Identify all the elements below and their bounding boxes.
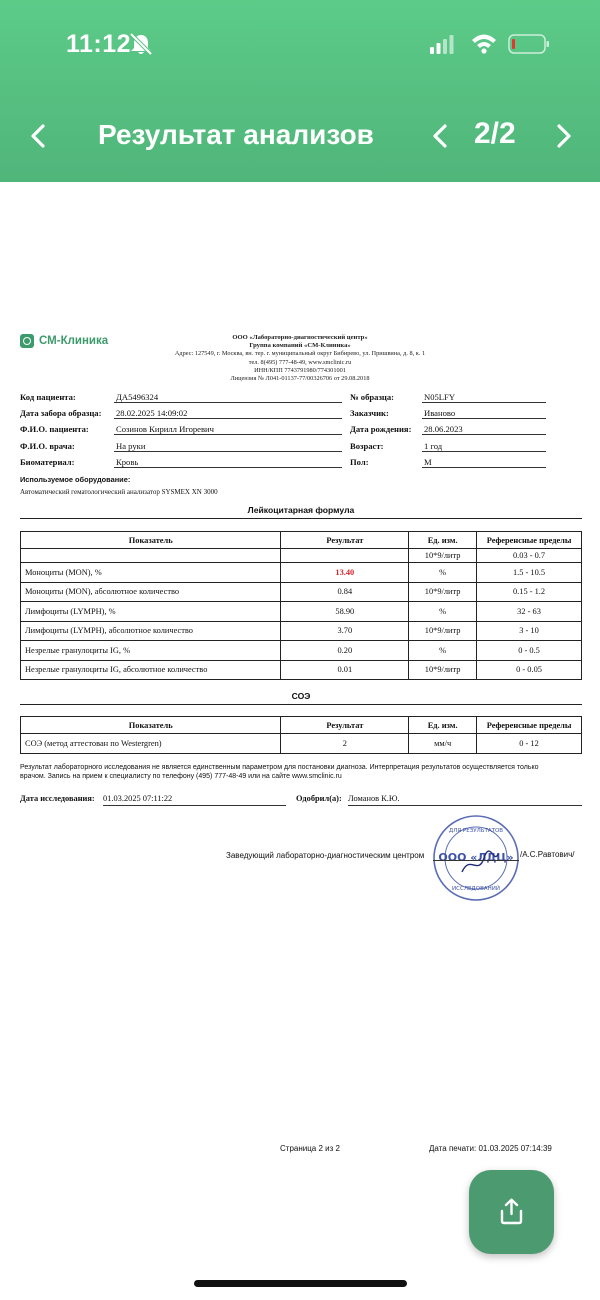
prev-page-chevron-icon[interactable] [430,122,450,150]
lab-logo [20,334,108,348]
biomaterial-label: Биоматериал: [20,457,75,467]
cell-parameter: Незрелые гранулоциты IG, % [21,641,281,661]
cell-unit: % [409,641,477,661]
cell-reference: 3 - 10 [477,621,582,641]
clinic-logo-text: СМ-Клиника [39,335,109,347]
cell-unit: 10*9/литр [409,582,477,602]
cell-unit: 10*9/литр [409,660,477,680]
table-row [21,660,582,680]
cell-reference: 0 - 12 [477,734,582,754]
cell-reference: 0.03 - 0.7 [477,549,582,563]
study-date-label [20,794,95,803]
table-row [21,549,582,563]
cell-unit: % [409,563,477,583]
cell-result: 3.70 [281,621,409,641]
cell-parameter: Незрелые гранулоциты IG, абсолютное количество [21,660,281,680]
org-address: Адрес: 127549, г. Москва, вн. тер. г. муниципальный округ Бибирево, ул. Пришвина, д. 8, к. 1 [174,350,426,358]
sample-number-label: № образца: [350,392,395,402]
client-value: Иваново [422,408,546,419]
cell-reference: 32 - 63 [477,602,582,622]
table-row [21,563,582,583]
print-date: Дата печати: 01.03.2025 07:14:39 [429,1144,552,1153]
wifi-icon [471,32,497,54]
org-license: Лицензия № Л041-01137-77/00326706 от 29.08.2018 [230,375,370,383]
cell-result [281,549,409,563]
cell-result: 2 [281,734,409,754]
back-chevron-icon[interactable] [28,122,48,150]
birth-date-value: 28.06.2023 [422,424,546,435]
doctor-name-label: Ф.И.О. врача: [20,441,75,451]
esr-section-title: СОЭ [20,691,582,705]
col-header-parameter: Показатель [21,717,281,734]
patient-name-value: Созинов Кирилл Игоревич [114,424,342,435]
cell-parameter: Моноциты (MON), абсолютное количество [21,582,281,602]
sex-label: Пол: [350,457,369,467]
sample-date-value: 28.02.2025 14:09:02 [114,408,342,419]
status-bar [0,0,600,90]
stamp-bottom-text: ИССЛЕДОВАНИЙ [452,886,500,892]
approved-value: Ломанов К.Ю. [348,794,582,806]
head-of-lab-signature: /А.С.Равтович/ [520,850,575,859]
table-row [21,582,582,602]
table-row [21,602,582,622]
cell-reference: 0 - 0.05 [477,660,582,680]
disclaimer-note: Результат лабораторного исследования не является единственным параметром для постановки диагноза. Интерпретация результатов осуществляется только врачом. Запись на прием к специалисту по телефону (495) 777-48-49 или на сайте www.smclinic.ru [20,764,539,780]
leukocyte-section-title: Лейкоцитарная формула [20,505,582,519]
cell-result: 0.20 [281,641,409,661]
cell-result: 58.90 [281,602,409,622]
cell-parameter: Лимфоциты (LYMPH), % [21,602,281,622]
age-label: Возраст: [350,441,384,451]
sex-value: М [422,457,546,468]
cell-parameter: Лимфоциты (LYMPH), абсолютное количество [21,621,281,641]
table-header-row [21,532,582,549]
cell-reference: 1.5 - 10.5 [477,563,582,583]
approved-label-text: Одобрил(а): [296,794,342,803]
cell-unit: 10*9/литр [409,621,477,641]
cell-unit: % [409,602,477,622]
organization-header [110,334,490,383]
bell-muted-icon [127,32,155,56]
table-row [21,621,582,641]
birth-date-label: Дата рождения: [350,424,412,434]
cell-parameter: Моноциты (MON), % [21,563,281,583]
share-button[interactable] [469,1170,554,1254]
col-header-result: Результат [281,717,409,734]
table-header-row [21,717,582,734]
col-header-result: Результат [281,532,409,549]
age-value: 1 год [422,441,546,452]
lab-stamp-seal [432,814,520,902]
cell-result: 0.01 [281,660,409,680]
org-group: Группа компаний «СМ-Клиника» [249,342,351,350]
page-title: Результат анализов [98,119,374,150]
esr-table [20,716,582,754]
signature-line [433,860,519,861]
doctor-name-value: На руки [114,441,342,452]
status-time: 11:12 [66,30,132,58]
col-header-parameter: Показатель [21,532,281,549]
sample-number-value: N05LFY [422,392,546,403]
cell-result-abnormal: 13.40 [281,563,409,583]
cell-result: 0.84 [281,582,409,602]
equipment-value: Автоматический гематологический анализатор SYSMEX XN 3000 [20,488,218,496]
cell-unit: 10*9/литр [409,549,477,563]
table-row [21,641,582,661]
patient-code-label: Код пациента: [20,392,76,402]
sample-date-label: Дата забора образца: [20,408,102,418]
cell-reference: 0.15 - 1.2 [477,582,582,602]
cell-reference: 0 - 0.5 [477,641,582,661]
cell-parameter [21,549,281,563]
cell-unit: мм/ч [409,734,477,754]
col-header-reference: Референсные пределы [477,532,582,549]
org-name: ООО «Лабораторно-диагностический центр» [232,334,368,341]
study-date-label-text: Дата исследования: [20,794,95,803]
stamp-center-text: ООО «ЛДЦ» [438,851,514,864]
cell-parameter: СОЭ (метод аттестован по Westergren) [21,734,281,754]
share-icon [498,1198,525,1225]
leukocyte-table [20,531,582,680]
stamp-top-text: ДЛЯ РЕЗУЛЬТАТОВ [448,828,504,834]
patient-code-value: ДА5496324 [114,392,342,403]
col-header-reference: Референсные пределы [477,717,582,734]
table-row [21,734,582,754]
client-label: Заказчик: [350,408,389,418]
col-header-unit: Ед. изм. [409,717,477,734]
col-header-unit: Ед. изм. [409,532,477,549]
approved-label [296,794,342,803]
study-date-value: 01.03.2025 07:11:22 [103,794,286,806]
battery-icon [508,34,550,54]
signal-icon [430,34,454,54]
head-of-lab-label: Заведующий лабораторно-диагностическим центром [226,851,425,860]
next-page-chevron-icon[interactable] [554,122,574,150]
equipment-label: Используемое оборудование: [20,475,131,484]
app-header [0,0,600,182]
page-indicator: 2/2 [474,117,516,150]
org-contacts: тел. 8(495) 777-48-49, www.smclinic.ru [248,358,352,366]
lab-report-document [0,182,600,1300]
org-inn: ИНН/КПП 7743791980/774301001 [254,366,346,374]
biomaterial-value: Кровь [114,457,342,468]
clinic-logo-icon [20,334,34,348]
home-indicator[interactable] [194,1280,407,1287]
patient-name-label: Ф.И.О. пациента: [20,424,89,434]
page-number: Страница 2 из 2 [280,1144,340,1153]
